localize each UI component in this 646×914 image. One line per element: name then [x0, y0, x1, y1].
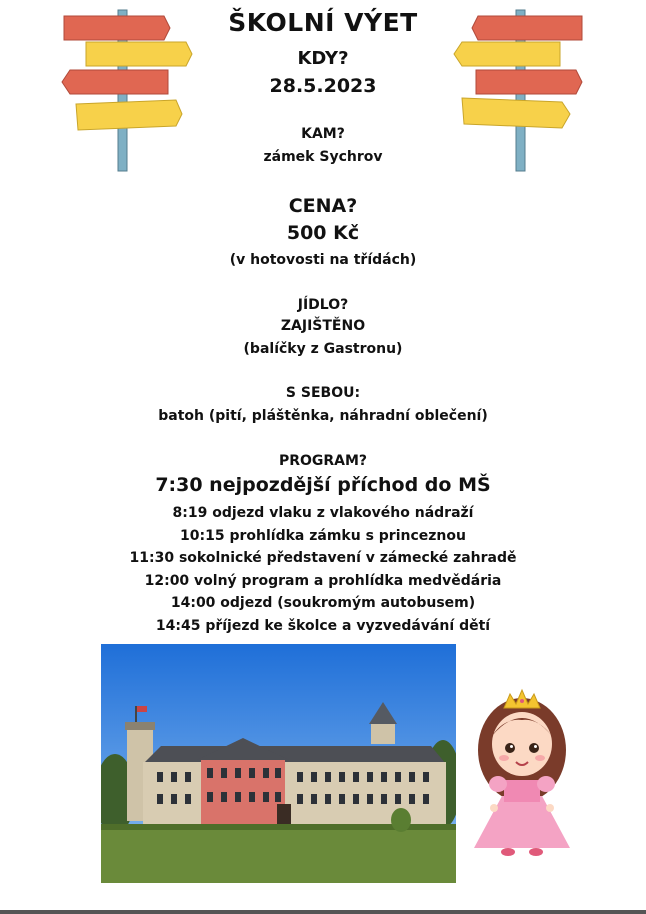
schedule-item: 8:19 odjezd vlaku z vlakového nádraží	[172, 505, 474, 521]
schedule-item: 12:00 volný program a prohlídka medvědária	[144, 572, 502, 589]
castle-photo	[101, 644, 456, 883]
where-value: zámek Sychrov	[263, 149, 383, 165]
bring-label: S SEBOU:	[285, 385, 361, 401]
program-label: PROGRAM?	[278, 453, 368, 469]
when-label: KDY?	[297, 48, 349, 69]
page-title: ŠKOLNÍ VÝET	[228, 8, 418, 37]
bring-value: batoh (pití, pláštěnka, náhradní oblečení)	[158, 408, 488, 424]
when-date: 28.5.2023	[269, 75, 377, 97]
schedule-item: 10:15 prohlídka zámku s princeznou	[180, 527, 466, 544]
food-label: JÍDLO?	[297, 297, 349, 313]
schedule-item: 14:00 odjezd (soukromým autobusem)	[170, 595, 476, 612]
food-note: (balíčky z Gastronu)	[243, 341, 403, 357]
where-label: KAM?	[301, 126, 345, 142]
price-label: CENA?	[288, 195, 358, 217]
bottom-divider	[0, 910, 646, 914]
food-value: ZAJIŠTĚNO	[280, 318, 366, 334]
schedule-item: 14:45 příjezd ke školce a vyzvedávání dětí	[155, 617, 491, 634]
price-note: (v hotovosti na třídách)	[229, 252, 417, 268]
program-schedule	[0, 502, 646, 638]
price-value: 500 Kč	[286, 222, 360, 244]
princess-illustration-icon	[468, 688, 576, 858]
schedule-item: 11:30 sokolnické představení v zámecké zahradě	[129, 550, 517, 567]
program-headline: 7:30 nejpozdější příchod do MŠ	[155, 474, 491, 496]
